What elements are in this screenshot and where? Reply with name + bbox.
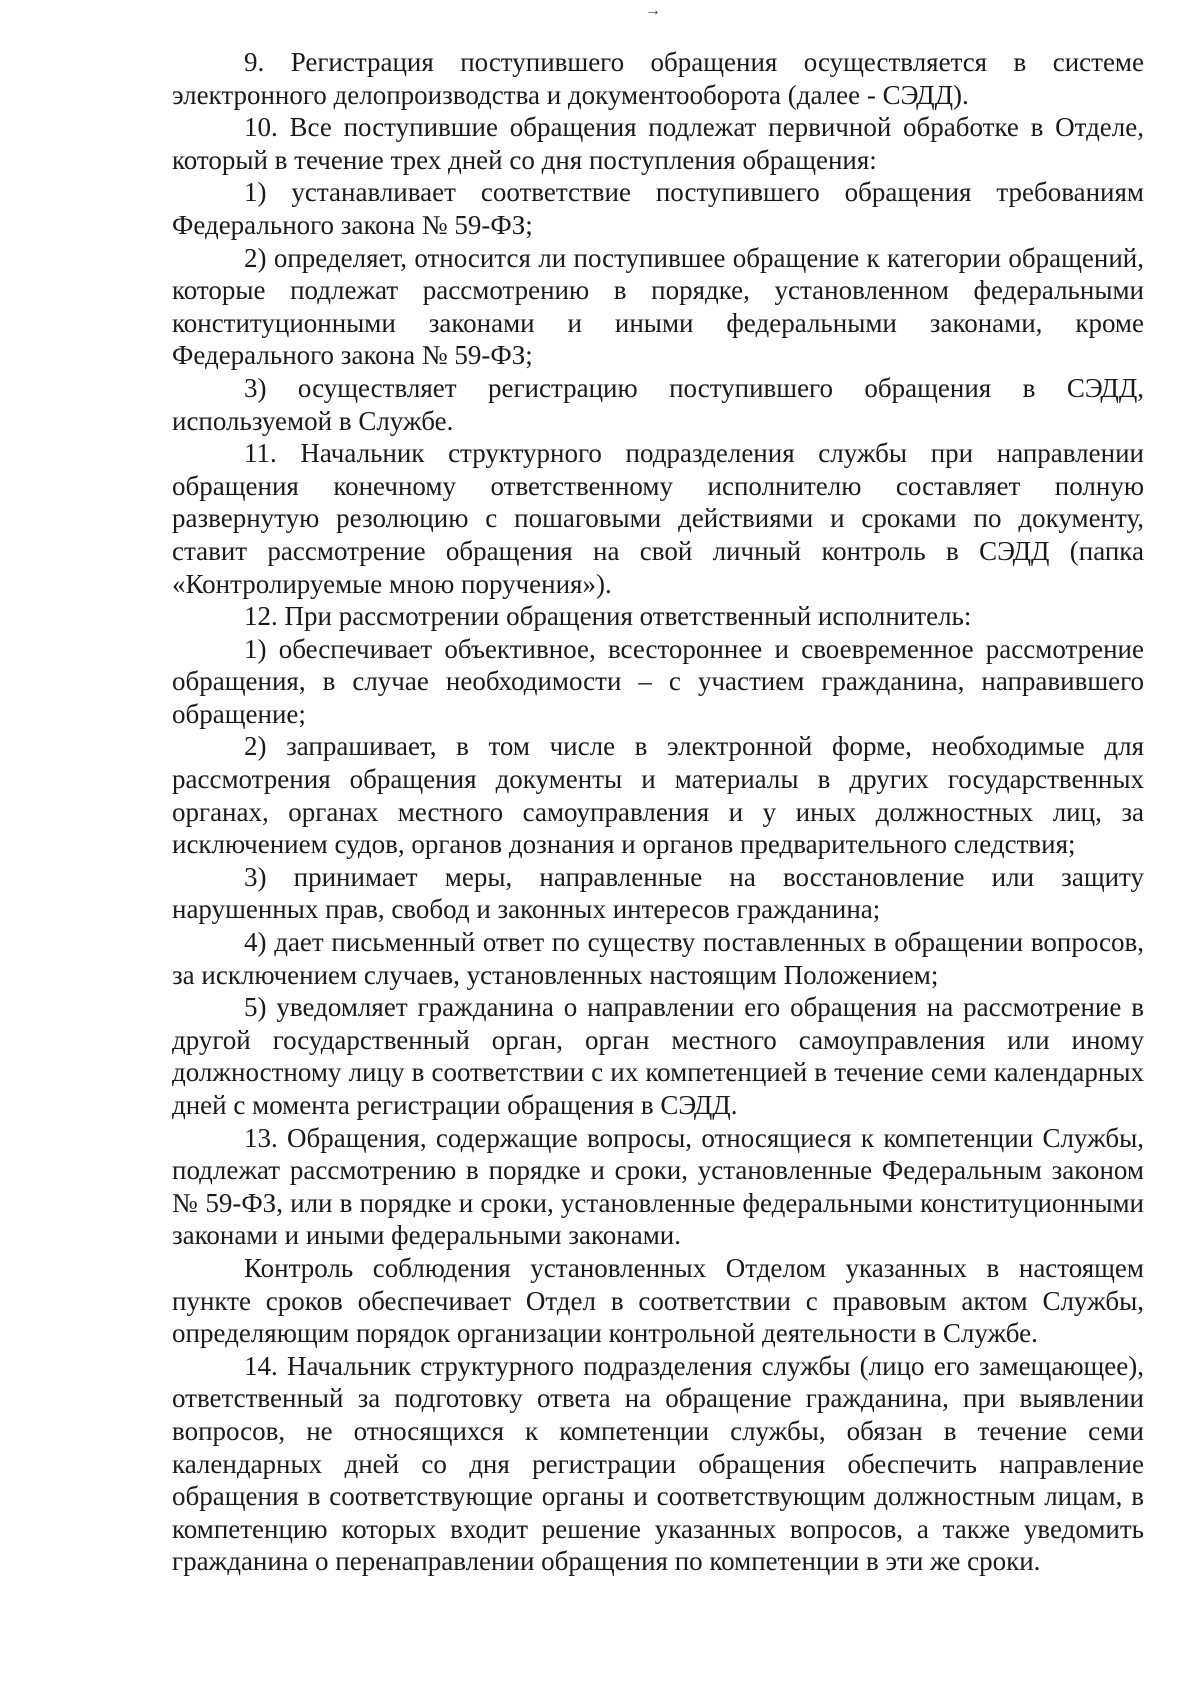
paragraph-13-control: Контроль соблюдения установленных Отделом указанных в настоящем пункте сроков обеспечивает Отдел в соответствии с правовым актом Службы, определяющим порядок организации контрольной деятельности в Службе. <box>172 1252 1144 1349</box>
paragraph-9: 9. Регистрация поступившего обращения осуществляется в системе электронного делопроизводства и документооборота (далее - СЭДД). <box>172 47 1144 110</box>
paragraph-10-item-2: 2) определяет, относится ли поступившее обращение к категории обращений, которые подлежат рассмотрению в порядке, установленном федеральными конституционными законами и иными федеральными законами, кроме Федерального закона № 59-ФЗ; <box>172 242 1144 371</box>
paragraph-12-item-5: 5) уведомляет гражданина о направлении его обращения на рассмотрение в другой государственный орган, орган местного самоуправления или иному должностному лицу в соответствии с их компетенцией в течение семи календарных дней с момента регистрации обращения в СЭДД. <box>172 992 1144 1120</box>
paragraph-10-item-3: 3) осуществляет регистрацию поступившего обращения в СЭДД, используемой в Службе. <box>172 372 1144 436</box>
paragraph-12-item-1: 1) обеспечивает объективное, всестороннее и своевременное рассмотрение обращения, в случае необходимости – с участием гражданина, направившего обращение; <box>172 633 1144 729</box>
paragraph-10-item-1: 1) устанавливает соответствие поступившего обращения требованиям Федерального закона № 59-ФЗ; <box>172 177 1144 240</box>
paragraph-12-item-4: 4) дает письменный ответ по существу поставленных в обращении вопросов, за исключением случаев, установленных настоящим Положением; <box>172 927 1144 990</box>
paragraph-12-item-3: 3) принимает меры, направленные на восстановление или защиту нарушенных прав, свобод и законных интересов гражданина; <box>172 861 1144 925</box>
paragraph-11: 11. Начальник структурного подразделения службы при направлении обращения конечному ответственному исполнителю составляет полную развернутую резолюцию с пошаговыми действиями и сроками по документу, ставит рассмотрение обращения на свой личный контроль в СЭДД (папка «Контролируемые мною поручения»). <box>172 438 1144 599</box>
paragraph-14: 14. Начальник структурного подразделения службы (лицо его замещающее), ответственный за подготовку ответа на обращение гражданина, при выявлении вопросов, не относящихся к компетенции службы, обязан в течение семи календарных дней со дня регистрации обращения обеспечить направление обращения в соответствующие органы и соответствующим должностным лицам, в компетенцию которых входит решение указанных вопросов, а также уведомить гражданина о перенаправлении обращения по компетенции в эти же сроки. <box>172 1350 1144 1577</box>
paragraph-13: 13. Обращения, содержащие вопросы, относящиеся к компетенции Службы, подлежат рассмотрению в порядке и сроки, установленные Федеральным законом № 59-ФЗ, или в порядке и сроки, установленные федеральными конституционными законами и иными федеральными законами. <box>172 1122 1144 1251</box>
paragraph-10: 10. Все поступившие обращения подлежат первичной обработке в Отделе, который в течение трех дней со дня поступления обращения: <box>172 112 1144 175</box>
paragraph-12: 12. При рассмотрении обращения ответственный исполнитель: <box>244 601 972 632</box>
page-top-mark: → <box>645 2 661 19</box>
paragraph-12-item-2: 2) запрашивает, в том числе в электронной форме, необходимые для рассмотрения обращения документы и материалы в других государственных органах, органах местного самоуправления и у иных должностных лиц, за исключением судов, органов дознания и органов предварительного следствия; <box>172 731 1144 860</box>
document-body <box>172 46 1144 1578</box>
